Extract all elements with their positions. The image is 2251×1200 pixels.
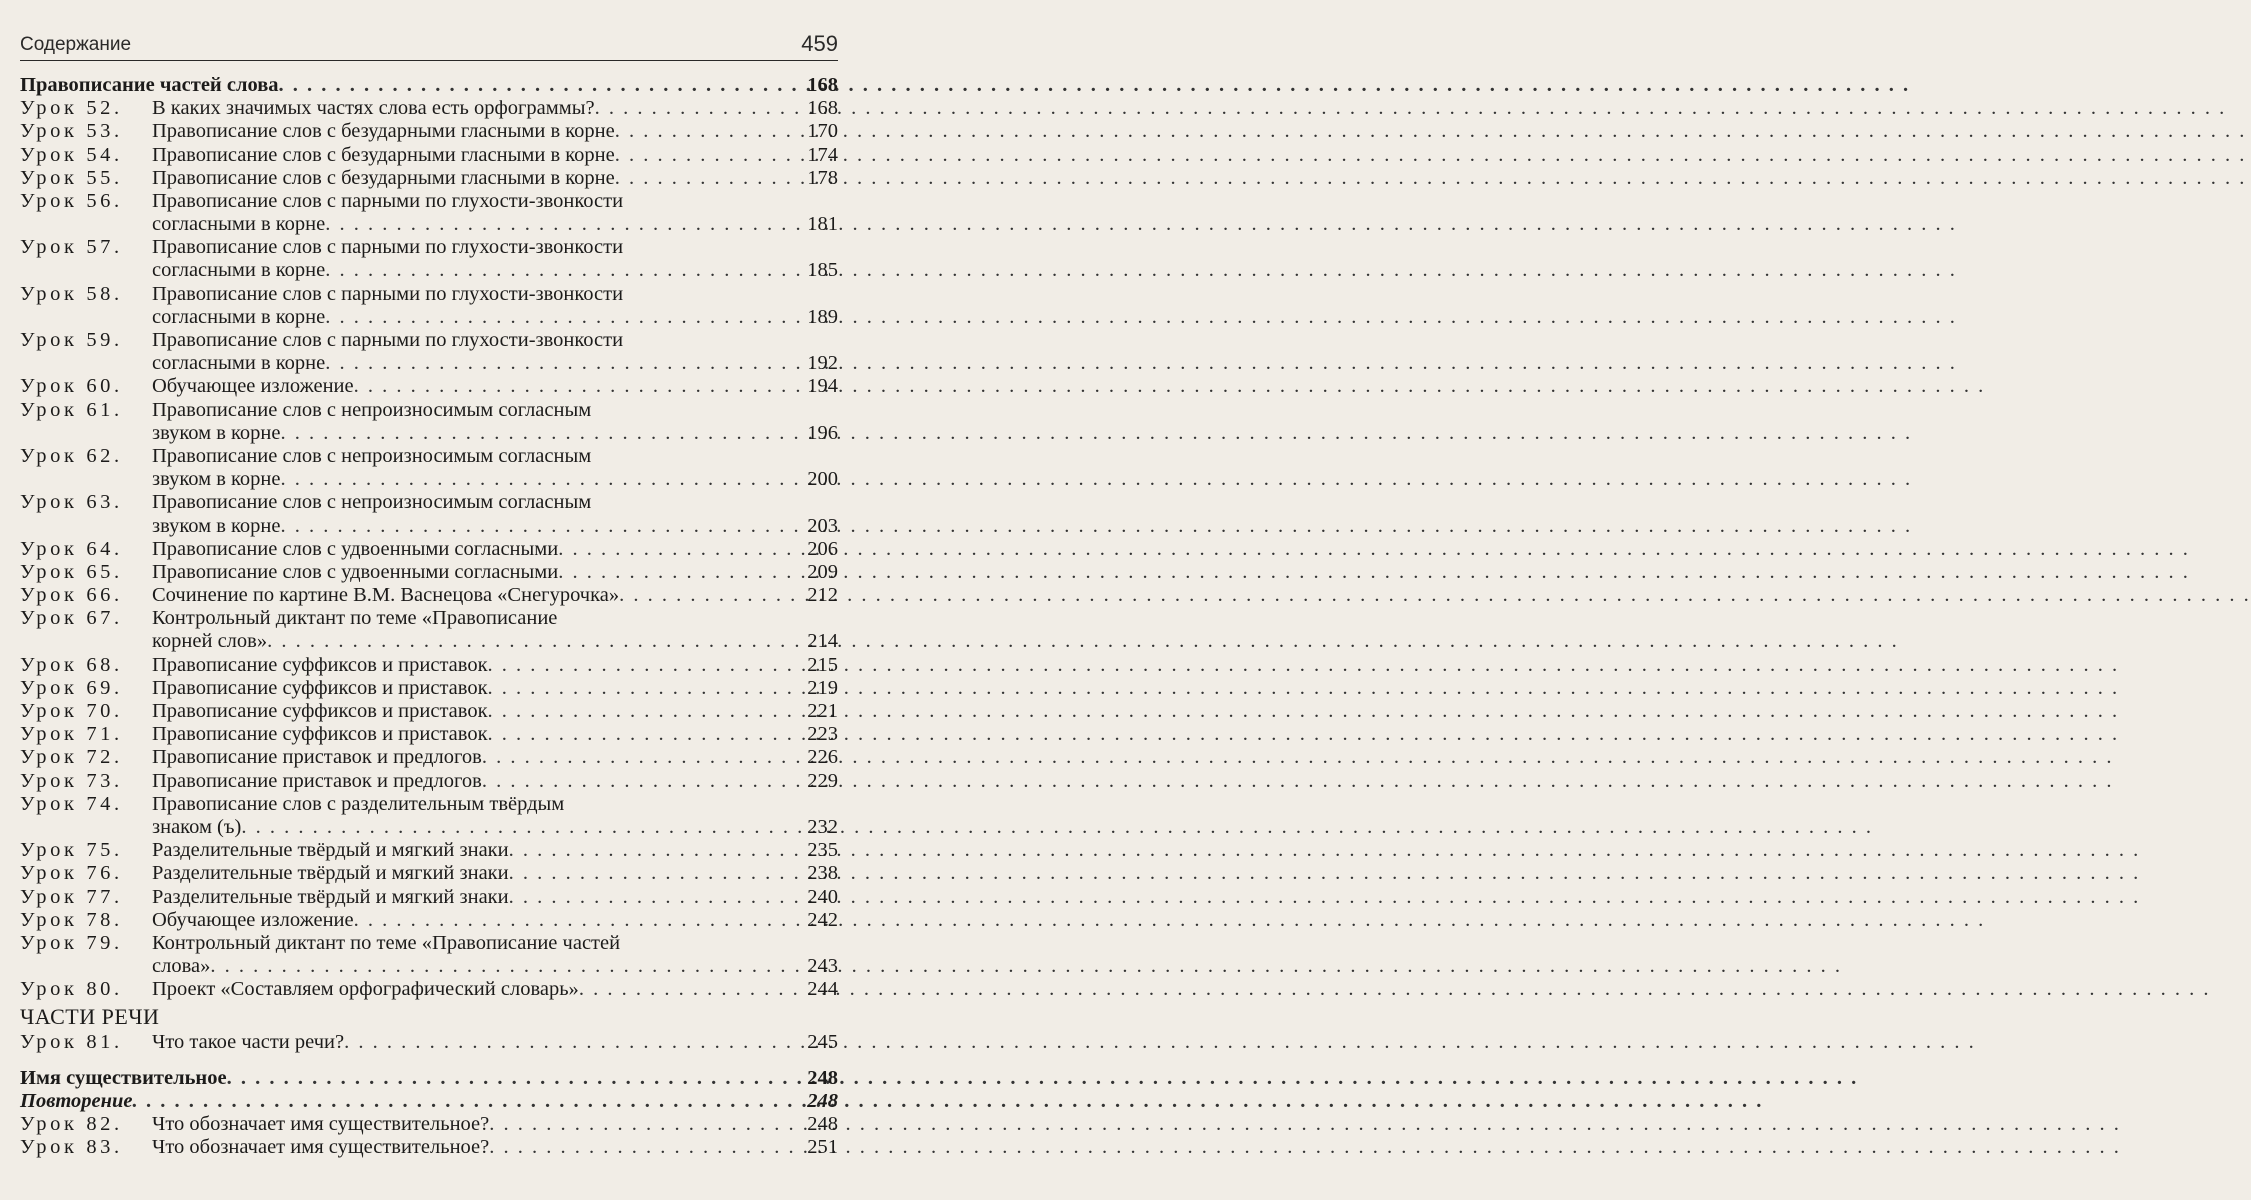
lesson-word: Урок xyxy=(20,97,78,120)
dot-leader xyxy=(344,1031,805,1054)
lesson-number: 60. xyxy=(86,375,123,398)
toc-lesson-entry xyxy=(20,1032,838,1055)
dot-leader xyxy=(482,746,805,769)
lesson-word: Урок xyxy=(20,978,78,1001)
entry-title-continuation: корней слов» xyxy=(152,630,268,653)
lesson-label xyxy=(20,1031,152,1054)
lesson-word: Урок xyxy=(20,282,78,305)
entry-page: 174 xyxy=(807,143,838,166)
lesson-label xyxy=(20,584,152,607)
lesson-number: 72. xyxy=(86,746,123,769)
toc-lesson-entry xyxy=(20,862,838,885)
lesson-label xyxy=(20,909,152,932)
lesson-number: 73. xyxy=(86,769,123,792)
lesson-word: Урок xyxy=(20,398,78,421)
entry-page: 244 xyxy=(807,978,838,1001)
dot-leader xyxy=(488,677,806,700)
entry-page: 243 xyxy=(807,955,838,978)
lesson-number: 70. xyxy=(86,700,123,723)
lesson-number: 58. xyxy=(86,282,123,305)
lesson-number: 57. xyxy=(86,236,123,259)
entry-page: 170 xyxy=(807,120,838,143)
entry-title: Правописание слов с удвоенными согласными xyxy=(152,560,559,583)
entry-page: 235 xyxy=(807,839,838,862)
entry-title: Контрольный диктант по теме «Правописание частей xyxy=(152,931,621,954)
lesson-label xyxy=(20,607,152,630)
toc-lesson-entry xyxy=(20,746,838,769)
lesson-word: Урок xyxy=(20,1136,78,1159)
dot-leader xyxy=(489,1113,805,1136)
entry-page: 200 xyxy=(807,468,838,491)
running-title: Содержание xyxy=(20,34,132,55)
dot-leader xyxy=(488,723,806,746)
toc-lesson-entry xyxy=(20,283,838,306)
toc-lesson-entry xyxy=(20,1113,838,1136)
dot-leader xyxy=(509,886,806,909)
dot-leader xyxy=(615,144,806,167)
dot-leader xyxy=(595,97,806,120)
lesson-word: Урок xyxy=(20,560,78,583)
toc-lesson-entry xyxy=(20,793,838,816)
dot-leader xyxy=(615,167,806,190)
entry-page: 178 xyxy=(807,166,838,189)
entry-title: Правописание слов с парными по глухости-звонкости xyxy=(152,329,624,352)
lesson-number: 67. xyxy=(86,607,123,630)
lesson-label xyxy=(20,1136,152,1159)
entry-title-continuation: звуком в корне xyxy=(152,514,281,537)
lesson-number: 68. xyxy=(86,653,123,676)
lesson-label xyxy=(20,491,152,514)
toc-lesson-entry xyxy=(20,723,838,746)
lesson-word: Урок xyxy=(20,166,78,189)
dot-leader xyxy=(210,955,805,978)
toc-lesson-entry xyxy=(20,654,838,677)
lesson-word: Урок xyxy=(20,700,78,723)
toc-lesson-entry xyxy=(20,144,838,167)
lesson-word: Урок xyxy=(20,908,78,931)
lesson-number: 52. xyxy=(86,97,123,120)
lesson-number: 75. xyxy=(86,839,123,862)
dot-leader xyxy=(241,816,805,839)
lesson-label xyxy=(20,700,152,723)
toc-lesson-entry xyxy=(20,978,838,1001)
lesson-number: 63. xyxy=(86,491,123,514)
dot-leader xyxy=(489,1136,805,1159)
toc-lesson-entry xyxy=(20,839,838,862)
lesson-number: 61. xyxy=(86,398,123,421)
toc-lesson-entry xyxy=(20,700,838,723)
entry-page: 168 xyxy=(807,73,838,96)
dot-leader xyxy=(281,515,806,538)
dot-leader xyxy=(267,630,805,653)
lesson-word: Урок xyxy=(20,653,78,676)
entry-title-continuation: слова» xyxy=(152,955,211,978)
lesson-word: Урок xyxy=(20,537,78,560)
toc-lesson-continuation xyxy=(20,260,838,283)
dot-leader xyxy=(619,584,805,607)
entry-title: Правописание слов с непроизносимым согласным xyxy=(152,491,592,514)
entry-title: Имя существительное xyxy=(20,1066,227,1089)
lesson-number: 77. xyxy=(86,885,123,908)
lesson-label xyxy=(20,793,152,816)
entry-page: 168 xyxy=(807,97,838,120)
entry-title: Правописание суффиксов и приставок xyxy=(152,723,488,746)
entry-title: Правописание слов с парными по глухости-звонкости xyxy=(152,282,624,305)
lesson-word: Урок xyxy=(20,491,78,514)
lesson-label xyxy=(20,723,152,746)
lesson-word: Урок xyxy=(20,584,78,607)
entry-title: Правописание слов с безударными гласными в корне xyxy=(152,166,615,189)
entry-page: 240 xyxy=(807,885,838,908)
entry-page: 232 xyxy=(807,815,838,838)
lesson-word: Урок xyxy=(20,120,78,143)
lesson-label xyxy=(20,399,152,422)
dot-leader xyxy=(558,538,805,561)
entry-title: Правописание слов с парными по глухости-звонкости xyxy=(152,189,624,212)
dot-leader xyxy=(281,422,806,445)
toc-lesson-entry xyxy=(20,584,838,607)
toc-lesson-entry xyxy=(20,886,838,909)
entry-page: 196 xyxy=(807,421,838,444)
toc-chapter xyxy=(20,74,838,97)
entry-title: Что такое части речи? xyxy=(152,1031,345,1054)
entry-page: 226 xyxy=(807,746,838,769)
entry-title: В каких значимых частях слова есть орфограммы? xyxy=(152,97,595,120)
lesson-word: Урок xyxy=(20,862,78,885)
lesson-word: Урок xyxy=(20,723,78,746)
dot-leader xyxy=(227,1067,806,1090)
entry-title: Правописание приставок и предлогов xyxy=(152,769,482,792)
dot-leader xyxy=(488,654,806,677)
entry-title: Правописание слов с разделительным твёрдым xyxy=(152,792,565,815)
toc-lesson-entry xyxy=(20,491,838,514)
toc-lesson-entry xyxy=(20,190,838,213)
lesson-word: Урок xyxy=(20,329,78,352)
entry-page: 219 xyxy=(807,676,838,699)
lesson-number: 80. xyxy=(86,978,123,1001)
running-header xyxy=(20,30,838,61)
entry-title: Разделительные твёрдый и мягкий знаки xyxy=(152,839,509,862)
entry-title: Правописание суффиксов и приставок xyxy=(152,700,488,723)
entry-page: 206 xyxy=(807,537,838,560)
toc-lesson-entry xyxy=(20,329,838,352)
lesson-number: 78. xyxy=(86,908,123,931)
dot-leader xyxy=(354,375,806,398)
lesson-label xyxy=(20,746,152,769)
toc-lesson-continuation xyxy=(20,306,838,329)
entry-page: 248 xyxy=(807,1113,838,1136)
toc-lesson-continuation xyxy=(20,955,838,978)
lesson-number: 66. xyxy=(86,584,123,607)
lesson-number: 59. xyxy=(86,329,123,352)
toc-lesson-entry xyxy=(20,120,838,143)
lesson-label xyxy=(20,236,152,259)
lesson-number: 71. xyxy=(86,723,123,746)
lesson-number: 76. xyxy=(86,862,123,885)
lesson-word: Урок xyxy=(20,931,78,954)
lesson-label xyxy=(20,654,152,677)
entry-page: 209 xyxy=(807,560,838,583)
lesson-number: 65. xyxy=(86,560,123,583)
dot-leader xyxy=(279,74,806,97)
lesson-label xyxy=(20,561,152,584)
entry-title-continuation: согласными в корне xyxy=(152,352,326,375)
lesson-word: Урок xyxy=(20,1031,78,1054)
lesson-label xyxy=(20,538,152,561)
lesson-label xyxy=(20,97,152,120)
page-number: 459 xyxy=(801,31,838,56)
entry-title: Разделительные твёрдый и мягкий знаки xyxy=(152,885,509,908)
lesson-label xyxy=(20,375,152,398)
entry-page: 229 xyxy=(807,769,838,792)
lesson-label xyxy=(20,839,152,862)
entry-page: 242 xyxy=(807,908,838,931)
dot-leader xyxy=(488,700,806,723)
lesson-label xyxy=(20,167,152,190)
lesson-number: 64. xyxy=(86,537,123,560)
lesson-number: 54. xyxy=(86,143,123,166)
toc-lesson-entry xyxy=(20,932,838,955)
dot-leader xyxy=(509,862,806,885)
entry-page: 223 xyxy=(807,723,838,746)
lesson-label xyxy=(20,862,152,885)
dot-leader xyxy=(325,306,805,329)
toc-lesson-entry xyxy=(20,770,838,793)
dot-leader xyxy=(325,352,805,375)
lesson-label xyxy=(20,120,152,143)
toc-lesson-entry xyxy=(20,1136,838,1159)
entry-title: Обучающее изложение xyxy=(152,908,354,931)
entry-title: Правописание суффиксов и приставок xyxy=(152,676,488,699)
lesson-label xyxy=(20,1113,152,1136)
entry-title: Правописание слов с безударными гласными в корне xyxy=(152,143,615,166)
lesson-number: 81. xyxy=(86,1031,123,1054)
dot-leader xyxy=(509,839,806,862)
entry-page: 189 xyxy=(807,305,838,328)
lesson-label xyxy=(20,677,152,700)
entry-title: Что обозначает имя существительное? xyxy=(152,1136,490,1159)
entry-page: 192 xyxy=(807,352,838,375)
table-of-contents xyxy=(20,74,838,1159)
lesson-label xyxy=(20,329,152,352)
entry-title: Сочинение по картине В.М. Васнецова «Снегурочка» xyxy=(152,584,620,607)
book-page xyxy=(0,0,900,1200)
entry-title-continuation: согласными в корне xyxy=(152,259,326,282)
toc-lesson-continuation xyxy=(20,213,838,236)
lesson-number: 82. xyxy=(86,1113,123,1136)
section-heading-text: ЧАСТИ РЕЧИ xyxy=(20,1003,160,1029)
entry-page: 185 xyxy=(807,259,838,282)
lesson-word: Урок xyxy=(20,676,78,699)
toc-lesson-entry xyxy=(20,677,838,700)
dot-leader xyxy=(281,468,806,491)
lesson-label xyxy=(20,932,152,955)
toc-chapter xyxy=(20,1067,838,1090)
toc-lesson-entry xyxy=(20,97,838,120)
lesson-word: Урок xyxy=(20,839,78,862)
lesson-word: Урок xyxy=(20,607,78,630)
entry-page: 245 xyxy=(807,1031,838,1054)
toc-lesson-entry xyxy=(20,445,838,468)
spacer xyxy=(20,1055,838,1067)
lesson-word: Урок xyxy=(20,769,78,792)
dot-leader xyxy=(482,770,805,793)
lesson-word: Урок xyxy=(20,746,78,769)
lesson-word: Урок xyxy=(20,236,78,259)
dot-leader xyxy=(354,909,806,932)
lesson-number: 53. xyxy=(86,120,123,143)
lesson-number: 83. xyxy=(86,1136,123,1159)
lesson-word: Урок xyxy=(20,1113,78,1136)
entry-title: Правописание слов с непроизносимым согласным xyxy=(152,444,592,467)
entry-page: 248 xyxy=(807,1066,838,1089)
toc-lesson-continuation xyxy=(20,631,838,654)
dot-leader xyxy=(325,259,805,282)
toc-lesson-entry xyxy=(20,561,838,584)
entry-title: Контрольный диктант по теме «Правописание xyxy=(152,607,558,630)
lesson-label xyxy=(20,144,152,167)
lesson-word: Урок xyxy=(20,444,78,467)
entry-title: Правописание приставок и предлогов xyxy=(152,746,482,769)
entry-page: 212 xyxy=(807,584,838,607)
lesson-label xyxy=(20,190,152,213)
entry-title-continuation: знаком (ъ) xyxy=(152,815,242,838)
lesson-word: Урок xyxy=(20,143,78,166)
lesson-number: 56. xyxy=(86,189,123,212)
dot-leader xyxy=(558,561,805,584)
entry-title: Правописание слов с парными по глухости-звонкости xyxy=(152,236,624,259)
dot-leader xyxy=(133,1090,806,1113)
lesson-label xyxy=(20,770,152,793)
entry-title-continuation: согласными в корне xyxy=(152,213,326,236)
toc-lesson-continuation xyxy=(20,515,838,538)
toc-lesson-entry xyxy=(20,909,838,932)
toc-lesson-entry xyxy=(20,607,838,630)
entry-title: Что обозначает имя существительное? xyxy=(152,1113,490,1136)
lesson-label xyxy=(20,283,152,306)
toc-lesson-entry xyxy=(20,399,838,422)
toc-lesson-entry xyxy=(20,167,838,190)
section-heading xyxy=(20,1002,838,1032)
entry-page: 194 xyxy=(807,375,838,398)
entry-title: Проект «Составляем орфографический словарь» xyxy=(152,978,579,1001)
toc-lesson-continuation xyxy=(20,468,838,491)
entry-title: Правописание частей слова xyxy=(20,73,279,96)
lesson-number: 55. xyxy=(86,166,123,189)
toc-lesson-entry xyxy=(20,375,838,398)
entry-title-continuation: согласными в корне xyxy=(152,305,326,328)
lesson-number: 69. xyxy=(86,676,123,699)
entry-title: Правописание слов с удвоенными согласными xyxy=(152,537,559,560)
entry-page: 251 xyxy=(807,1136,838,1159)
toc-lesson-continuation xyxy=(20,352,838,375)
entry-title: Правописание слов с непроизносимым согласным xyxy=(152,398,592,421)
entry-page: 238 xyxy=(807,862,838,885)
entry-title: Обучающее изложение xyxy=(152,375,354,398)
lesson-number: 79. xyxy=(86,931,123,954)
lesson-label xyxy=(20,978,152,1001)
dot-leader xyxy=(325,213,805,236)
entry-title: Разделительные твёрдый и мягкий знаки xyxy=(152,862,509,885)
lesson-word: Урок xyxy=(20,885,78,908)
toc-lesson-continuation xyxy=(20,816,838,839)
dot-leader xyxy=(579,978,805,1001)
entry-title-continuation: звуком в корне xyxy=(152,421,281,444)
lesson-number: 62. xyxy=(86,444,123,467)
lesson-number: 74. xyxy=(86,792,123,815)
entry-title: Повторение xyxy=(20,1089,133,1112)
entry-page: 181 xyxy=(807,213,838,236)
lesson-word: Урок xyxy=(20,792,78,815)
toc-lesson-continuation xyxy=(20,422,838,445)
dot-leader xyxy=(615,120,806,143)
entry-page: 221 xyxy=(807,700,838,723)
entry-page: 214 xyxy=(807,630,838,653)
entry-page: 248 xyxy=(807,1089,838,1112)
toc-subchapter xyxy=(20,1090,838,1113)
entry-page: 215 xyxy=(807,653,838,676)
entry-title: Правописание слов с безударными гласными в корне xyxy=(152,120,615,143)
toc-lesson-entry xyxy=(20,538,838,561)
entry-page: 203 xyxy=(807,514,838,537)
entry-title: Правописание суффиксов и приставок xyxy=(152,653,488,676)
toc-lesson-entry xyxy=(20,236,838,259)
lesson-word: Урок xyxy=(20,375,78,398)
lesson-label xyxy=(20,886,152,909)
lesson-word: Урок xyxy=(20,189,78,212)
entry-title-continuation: звуком в корне xyxy=(152,468,281,491)
lesson-label xyxy=(20,445,152,468)
